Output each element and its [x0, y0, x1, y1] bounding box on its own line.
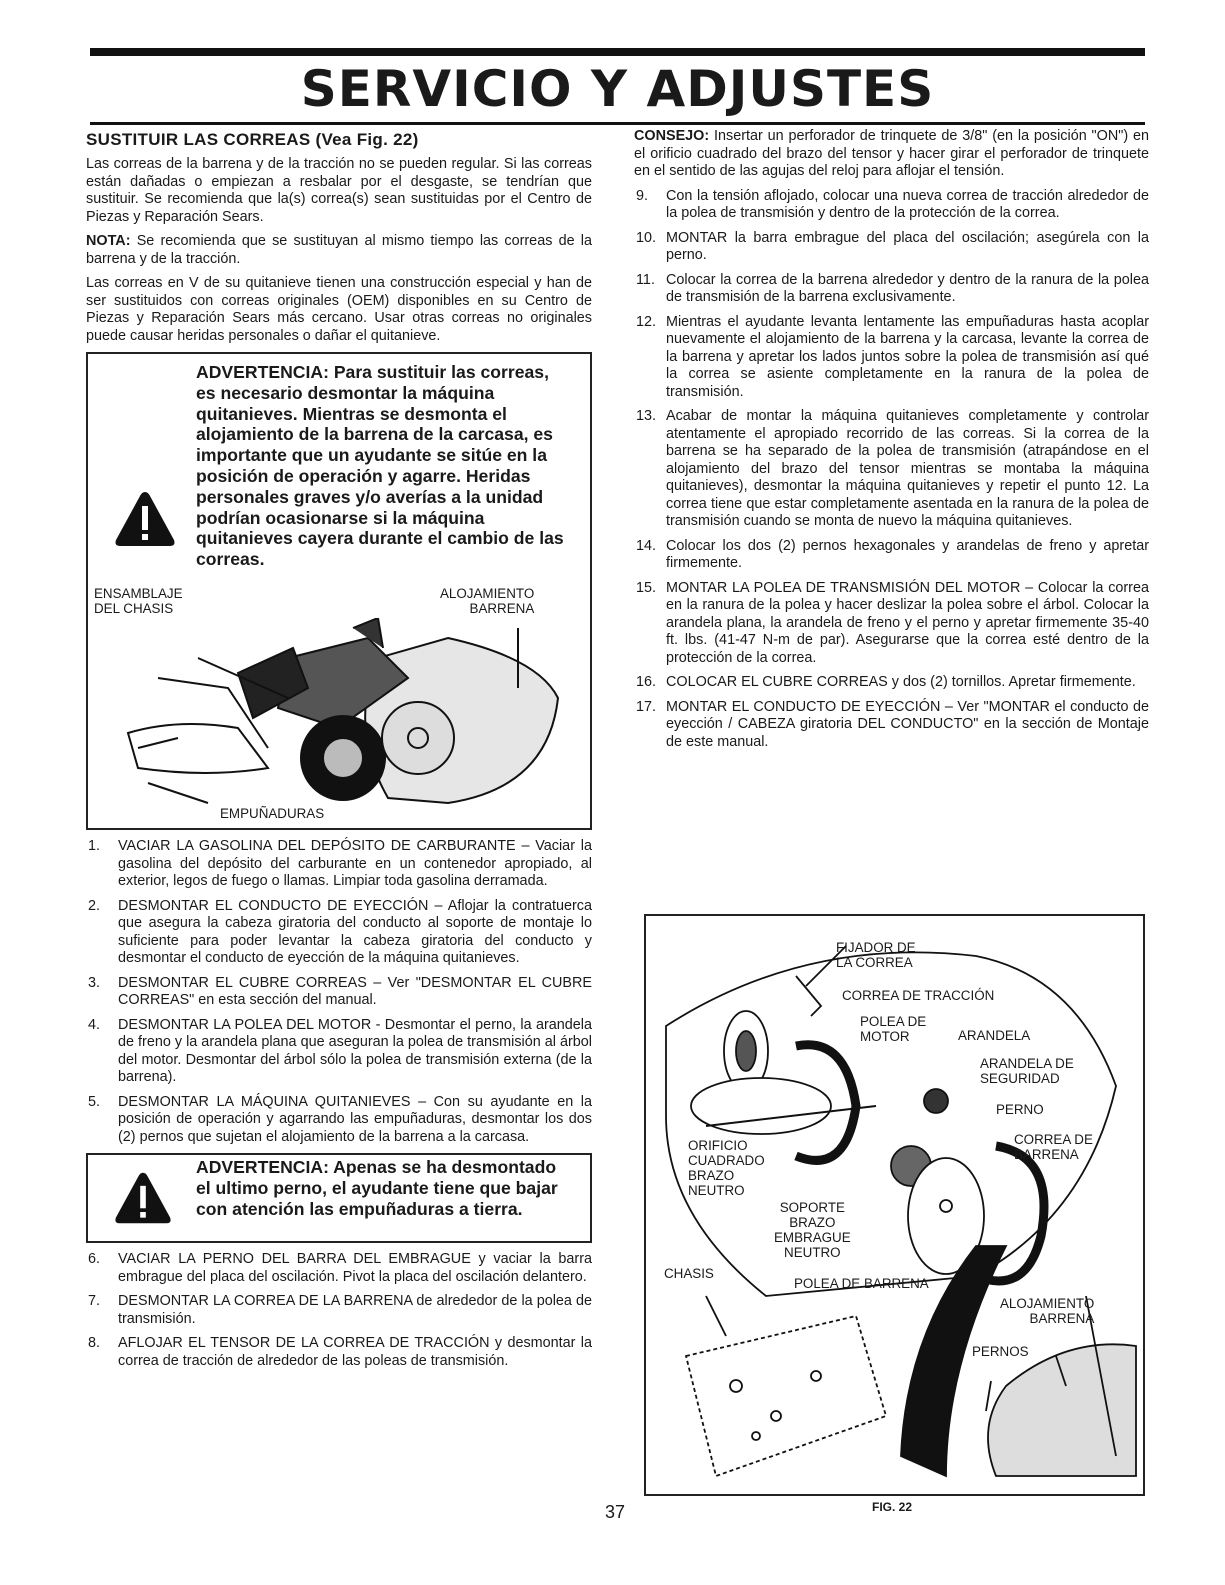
left-column — [86, 128, 592, 1377]
label-auger-belt: CORREA DE BARRENA — [1014, 1132, 1093, 1162]
step-number: 3. — [88, 974, 101, 991]
step-item — [86, 975, 592, 1010]
step-text: MONTAR EL CONDUCTO DE EYECCIÓN – Ver "MONTAR el conducto de eyección / CABEZA giratoria DEL CONDUCTO" en la sección de Montaje de este manual. — [666, 698, 1149, 750]
step-text: COLOCAR EL CUBRE CORREAS y dos (2) tornillos. Apretar firmemente. — [666, 674, 1136, 690]
step-text: MONTAR la barra embrague del placa del oscilación; asegúrela con la perno. — [666, 229, 1149, 263]
step-number: 2. — [88, 897, 101, 914]
step-number: 6. — [88, 1251, 101, 1267]
step-number: 11. — [636, 271, 655, 288]
step-text: DESMONTAR EL CUBRE CORREAS – Ver "DESMONTAR EL CUBRE CORREAS" en esta sección del manual. — [118, 974, 592, 1008]
top-rule — [90, 48, 1145, 56]
page-title: SERVICIO Y ADJUSTES — [300, 60, 935, 118]
step-number: 12. — [636, 313, 657, 330]
step-text: VACIAR LA PERNO DEL BARRA DEL EMBRAGUE y vaciar la barra embrague del placa del oscilación. Pivot la placa del oscilación delantero. — [118, 1251, 592, 1285]
note-text: Se recomienda que se sustituyan al mismo tiempo las correas de la barrena y de la tracción. — [86, 233, 592, 267]
warning-box — [86, 352, 592, 830]
label-bolts: PERNOS — [972, 1344, 1029, 1359]
warning-text: ADVERTENCIA: Para sustituir las correas, es necesario desmontar la máquina quitanieves. Mientras se desmonta el alojamiento de la barrena de la carcasa, es importante que un ayudante se sitúe en la posición de operación y agarre. Heridas personales graves y/o averías a la unidad podrían ocasionarse si la máquina quitanieves cayera durante el cambio de las correas. — [196, 362, 564, 570]
label-square-hole: ORIFICIO CUADRADO BRAZO NEUTRO — [688, 1138, 765, 1198]
right-column — [634, 128, 1149, 758]
step-text: Colocar la correa de la barrena alrededor y dentro de la ranura de la polea de transmisión de la barrena exclusivamente. — [666, 271, 1149, 305]
step-number: 7. — [88, 1293, 101, 1309]
step-number: 8. — [88, 1335, 101, 1351]
step-number: 13. — [636, 408, 657, 424]
step-item — [634, 230, 1149, 265]
steps-list-b — [86, 1251, 592, 1370]
note-paragraph — [86, 233, 592, 268]
tip-label: CONSEJO: — [634, 128, 710, 144]
section-heading: SUSTITUIR LAS CORREAS (Vea Fig. 22) — [86, 130, 419, 149]
warning-text-2: ADVERTENCIA: Apenas se ha desmontado el ultimo perno, el ayudante tiene que bajar con atención las empuñaduras a tierra. — [196, 1157, 558, 1219]
step-number: 9. — [636, 187, 649, 204]
step-text: MONTAR LA POLEA DE TRANSMISIÓN DEL MOTOR – Colocar la correa en la ranura de la polea y hacer deslizar la polea sobre el árbol. Colocar la arandela plana, la arandela de freno y el perno y apretar firmemente 35-40 ft. lbs. (41-47 N-m de par). Asegurarse que la correa esté dentro de la protección de la correa. — [666, 579, 1149, 666]
belt-paragraph: Las correas en V de su quitanieve tienen una construcción especial y han de ser sustituidos con correas originales (OEM) disponibles en su Centro de Piezas y Reparación Sears más cercano. Usar otras correas no originales puede causar heridas personales o dañar el quitanieve. — [86, 275, 592, 344]
step-item — [86, 1094, 592, 1147]
step-number: 4. — [88, 1016, 101, 1033]
step-item — [634, 272, 1149, 307]
label-housing: ALOJAMIENTO BARRENA — [440, 586, 535, 616]
step-text: DESMONTAR LA POLEA DEL MOTOR - Desmontar el perno, la arandela de freno y la arandela plana que aseguran la polea de transmisión al árbol del motor. Desmontar del árbol sólo la polea de transmisión externa (de la barrena). — [118, 1016, 592, 1085]
step-item — [634, 408, 1149, 531]
title-rule — [90, 122, 1145, 125]
step-number: 17. — [636, 698, 657, 715]
tip-paragraph — [634, 128, 1149, 181]
step-number: 15. — [636, 579, 657, 596]
step-item — [634, 538, 1149, 573]
step-item — [634, 674, 1149, 692]
warning-box-2 — [86, 1153, 592, 1243]
step-item — [634, 580, 1149, 668]
step-number: 14. — [636, 537, 657, 554]
label-washer: ARANDELA — [958, 1028, 1031, 1043]
step-item — [86, 1293, 592, 1328]
page-number: 37 — [605, 1502, 626, 1522]
step-text: DESMONTAR LA CORREA DE LA BARRENA de alrededor de la polea de transmisión. — [118, 1293, 592, 1327]
step-item — [634, 314, 1149, 402]
step-text: Colocar los dos (2) pernos hexagonales y arandelas de freno y apretar firmemente. — [666, 537, 1149, 571]
label-engine-pulley: POLEA DE MOTOR — [860, 1014, 927, 1044]
step-item — [634, 699, 1149, 752]
label-auger-pulley: POLEA DE BARRENA — [794, 1276, 929, 1291]
warning-icon — [112, 1169, 174, 1227]
label-drive-belt: CORREA DE TRACCIÓN — [842, 988, 995, 1003]
step-text: DESMONTAR EL CONDUCTO DE EYECCIÓN – Aflojar la contratuerca que asegura la cabeza giratoria del conducto al soporte de montaje lo suficiente para poder levantar la cabeza giratoria del conducto y desmontar el conducto de eyección de la máquina quitanieves. — [118, 897, 592, 966]
note-label: NOTA: — [86, 233, 131, 249]
snowthrower-illustration — [118, 618, 568, 818]
label-auger-housing: ALOJAMIENTO BARRENA — [1000, 1296, 1095, 1326]
tip-text: Insertar un perforador de trinquete de 3/8" (en la posición "ON") en el orificio cuadrado del brazo del tensor y hacer girar el perforador de trinquete en el sentido de las agujas del reloj para aflojar el tensión. — [634, 128, 1149, 179]
step-text: Mientras el ayudante levanta lentamente las empuñaduras hasta acoplar nuevamente el alojamiento de la barrena y la carcasa, levante la correa de la barrena y apretar los lados juntos sobre la polea de transmisión así qué la correa se asiente completamente en la ranura de la polea de transmisión. — [666, 313, 1149, 400]
step-text: Con la tensión aflojado, colocar una nueva correa de tracción alrededor de la polea de transmisión y dentro de la protección de la correa. — [666, 187, 1149, 221]
step-item — [86, 1335, 592, 1370]
step-item — [86, 1251, 592, 1286]
step-number: 10. — [636, 229, 657, 246]
intro-paragraph: Las correas de la barrena y de la tracción no se pueden regular. Si las correas están dañadas o empiezan a resbalar por el desgaste, se tendrían que sustituir. Se recomienda que la(s) correa(s) sean sustituidas por el Centro de Piezas y Reparación Sears. — [86, 156, 592, 225]
step-number: 1. — [88, 838, 101, 854]
steps-list-a — [86, 838, 592, 1146]
label-handles: EMPUÑADURAS — [220, 806, 325, 821]
step-text: AFLOJAR EL TENSOR DE LA CORREA DE TRACCIÓN y desmontar la correa de tracción de alrededor de las poleas de transmisión. — [118, 1335, 592, 1369]
step-text: VACIAR LA GASOLINA DEL DEPÓSITO DE CARBURANTE – Vaciar la gasolina del depósito del carburante en un contenedor apropiado, al exterior, legos de fuego o llamas. Limpiar toda gasolina derramada. — [118, 838, 592, 889]
step-number: 5. — [88, 1093, 101, 1110]
warning-icon — [112, 488, 178, 550]
steps-list-c — [634, 188, 1149, 752]
label-belt-keeper: FIJADOR DE LA CORREA — [836, 940, 916, 970]
step-number: 16. — [636, 674, 657, 690]
step-text: DESMONTAR LA MÁQUINA QUITANIEVES – Con su ayudante en la posición de operación y agarrando las empuñaduras, desmontar los dos (2) pernos que sujetan el alojamiento de la barrena a la carcasa. — [118, 1093, 592, 1145]
label-chassis: CHASIS — [664, 1266, 714, 1281]
label-lock-washer: ARANDELA DE SEGURIDAD — [980, 1056, 1074, 1086]
figure-caption: FIG. 22 — [872, 1500, 913, 1514]
step-item — [86, 898, 592, 968]
step-text: Acabar de montar la máquina quitanieves completamente y controlar atentamente el apropiado recorrido de las correas. Si la correa de la barrena se ha separado de la polea de transmisión (atrapándose en el alojamiento del brazo del tensor mientras se montaba la máquina quitanieves), desmontar la máquina quitanieves y repetir el punto 12. La correa tiene que estar completamente asentada en la ranura de la polea de transmisión cuando se monta de nuevo la máquina quitanieves. — [666, 408, 1149, 529]
label-bolt: PERNO — [996, 1102, 1044, 1117]
step-item — [86, 838, 592, 891]
label-chassis: ENSAMBLAJE DEL CHASIS — [94, 586, 183, 616]
figure-22 — [644, 914, 1145, 1496]
step-item — [86, 1017, 592, 1087]
label-bracket: SOPORTE BRAZO EMBRAGUE NEUTRO — [774, 1200, 851, 1260]
step-item — [634, 188, 1149, 223]
